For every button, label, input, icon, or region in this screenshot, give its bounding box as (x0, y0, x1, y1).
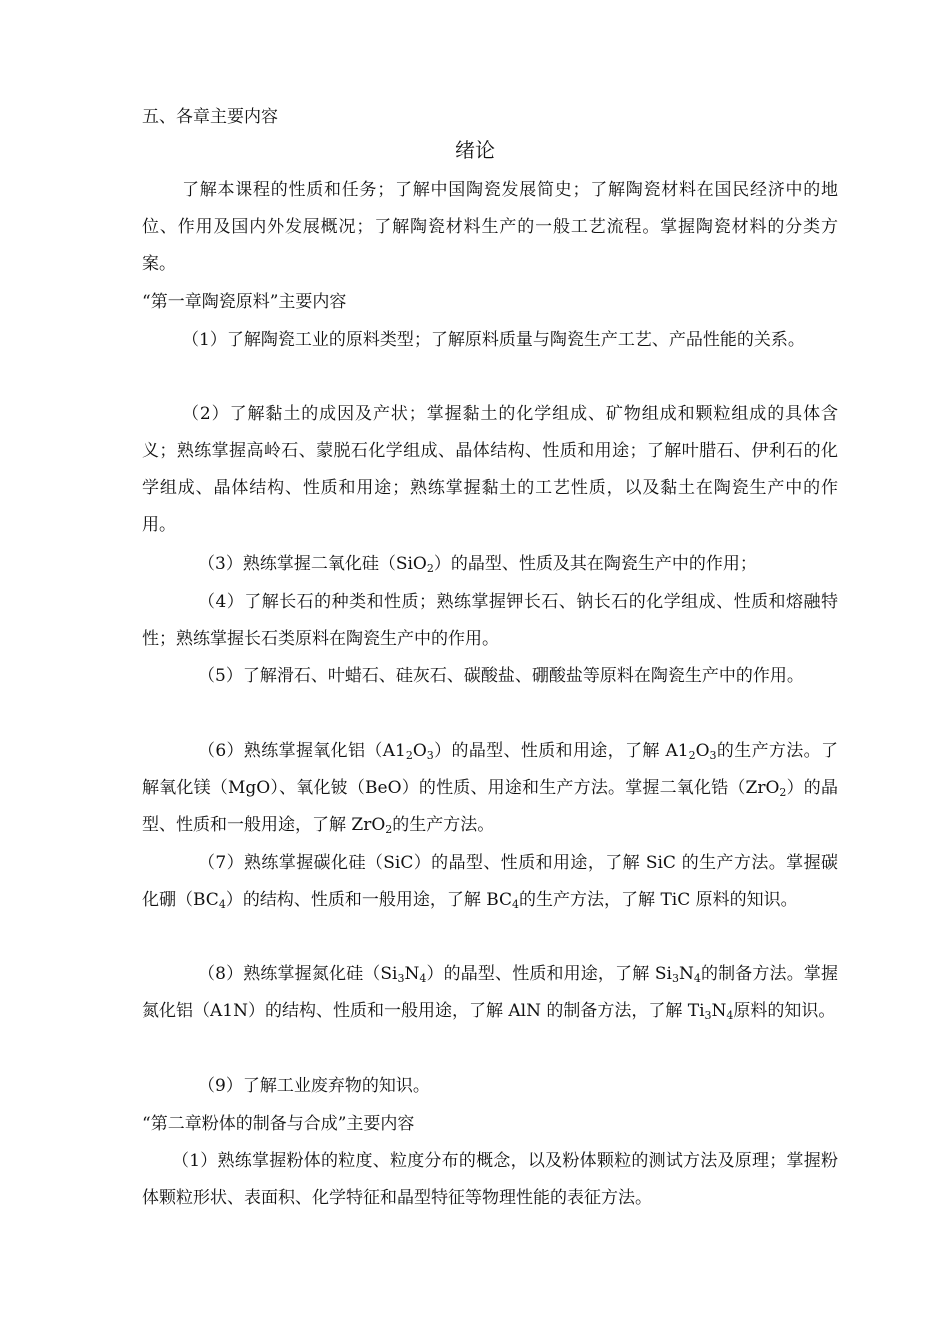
chapter1-item-4: （4）了解长石的种类和性质；熟练掌握钾长石、钠长石的化学组成、性质和熔融特性；熟练掌握长石类原料在陶瓷生产中的作用。 (142, 592, 838, 649)
intro-paragraph: 了解本课程的性质和任务；了解中国陶瓷发展简史；了解陶瓷材料在国民经济中的地位、作用及国内外发展概况；了解陶瓷材料生产的一般工艺流程。掌握陶瓷材料的分类方案。 (142, 180, 838, 274)
chapter1-item-7: （7）熟练掌握碳化硅（SiC）的晶型、性质和用途，了解 SiC 的生产方法。掌握碳化硼$(BC_4)$的结构、性质和一般用途，了解 $BC_4$的生产方法，了解 TiC 原料的知识。 (142, 853, 838, 911)
chapter1-item-1: （1）了解陶瓷工业的原料类型；了解原料质量与陶瓷生产工艺、产品性能的关系。 (182, 330, 805, 350)
chapter2-heading: “第二章粉体的制备与合成”主要内容 (142, 1114, 415, 1134)
chapter1-item-5: （5）了解滑石、叶蜡石、硅灰石、碳酸盐、硼酸盐等原料在陶瓷生产中的作用。 (198, 666, 804, 686)
intro-title: 绪论 (455, 138, 495, 162)
chapter2-item-1: （1）熟练掌握粉体的粒度、粒度分布的概念，以及粉体颗粒的测试方法及原理；掌握粉体颗粒形状、表面积、化学特征和晶型特征等物理性能的表征方法。 (142, 1151, 838, 1208)
chapter1-item-3: （3）熟练掌握二氧化硅（SiO$_2$）的晶型、性质及其在陶瓷生产中的作用； (198, 554, 757, 575)
chapter1-item-9: （9）了解工业废弃物的知识。 (198, 1076, 430, 1096)
section-heading: 五、各章主要内容 (142, 107, 278, 127)
chapter1-item-8: （8）熟练掌握氮化硅$(Si_3N_4)$的晶型、性质和用途，了解 $Si_3N_4$的制备方法。掌握氮化铝（A1N）的结构、性质和一般用途，了解 AlN 的制备方法，了解 $Ti_3N_4$原料的知识。 (142, 964, 838, 1022)
chapter1-item-6: （6）熟练掌握氧化铝$(A1_2O_3)$的晶型、性质和用途，了解 $A1_2O_3$的生产方法。了解氧化镁（MgO）、氧化铍（BeO）的性质、用途和生产方法。掌握二氧化锆（ZrO$_2$）的晶型、性质和一般用途，了解 ZrO$_2$的生产方法。 (142, 741, 838, 836)
chapter1-heading: “第一章陶瓷原料”主要内容 (142, 292, 347, 312)
chapter1-item-2: （2）了解黏土的成因及产状；掌握黏土的化学组成、矿物组成和颗粒组成的具体含义；熟练掌握高岭石、蒙脱石化学组成、晶体结构、性质和用途；了解叶腊石、伊利石的化学组成、晶体结构、性质和用途；熟练掌握黏土的工艺性质，以及黏土在陶瓷生产中的作用。 (142, 404, 838, 535)
